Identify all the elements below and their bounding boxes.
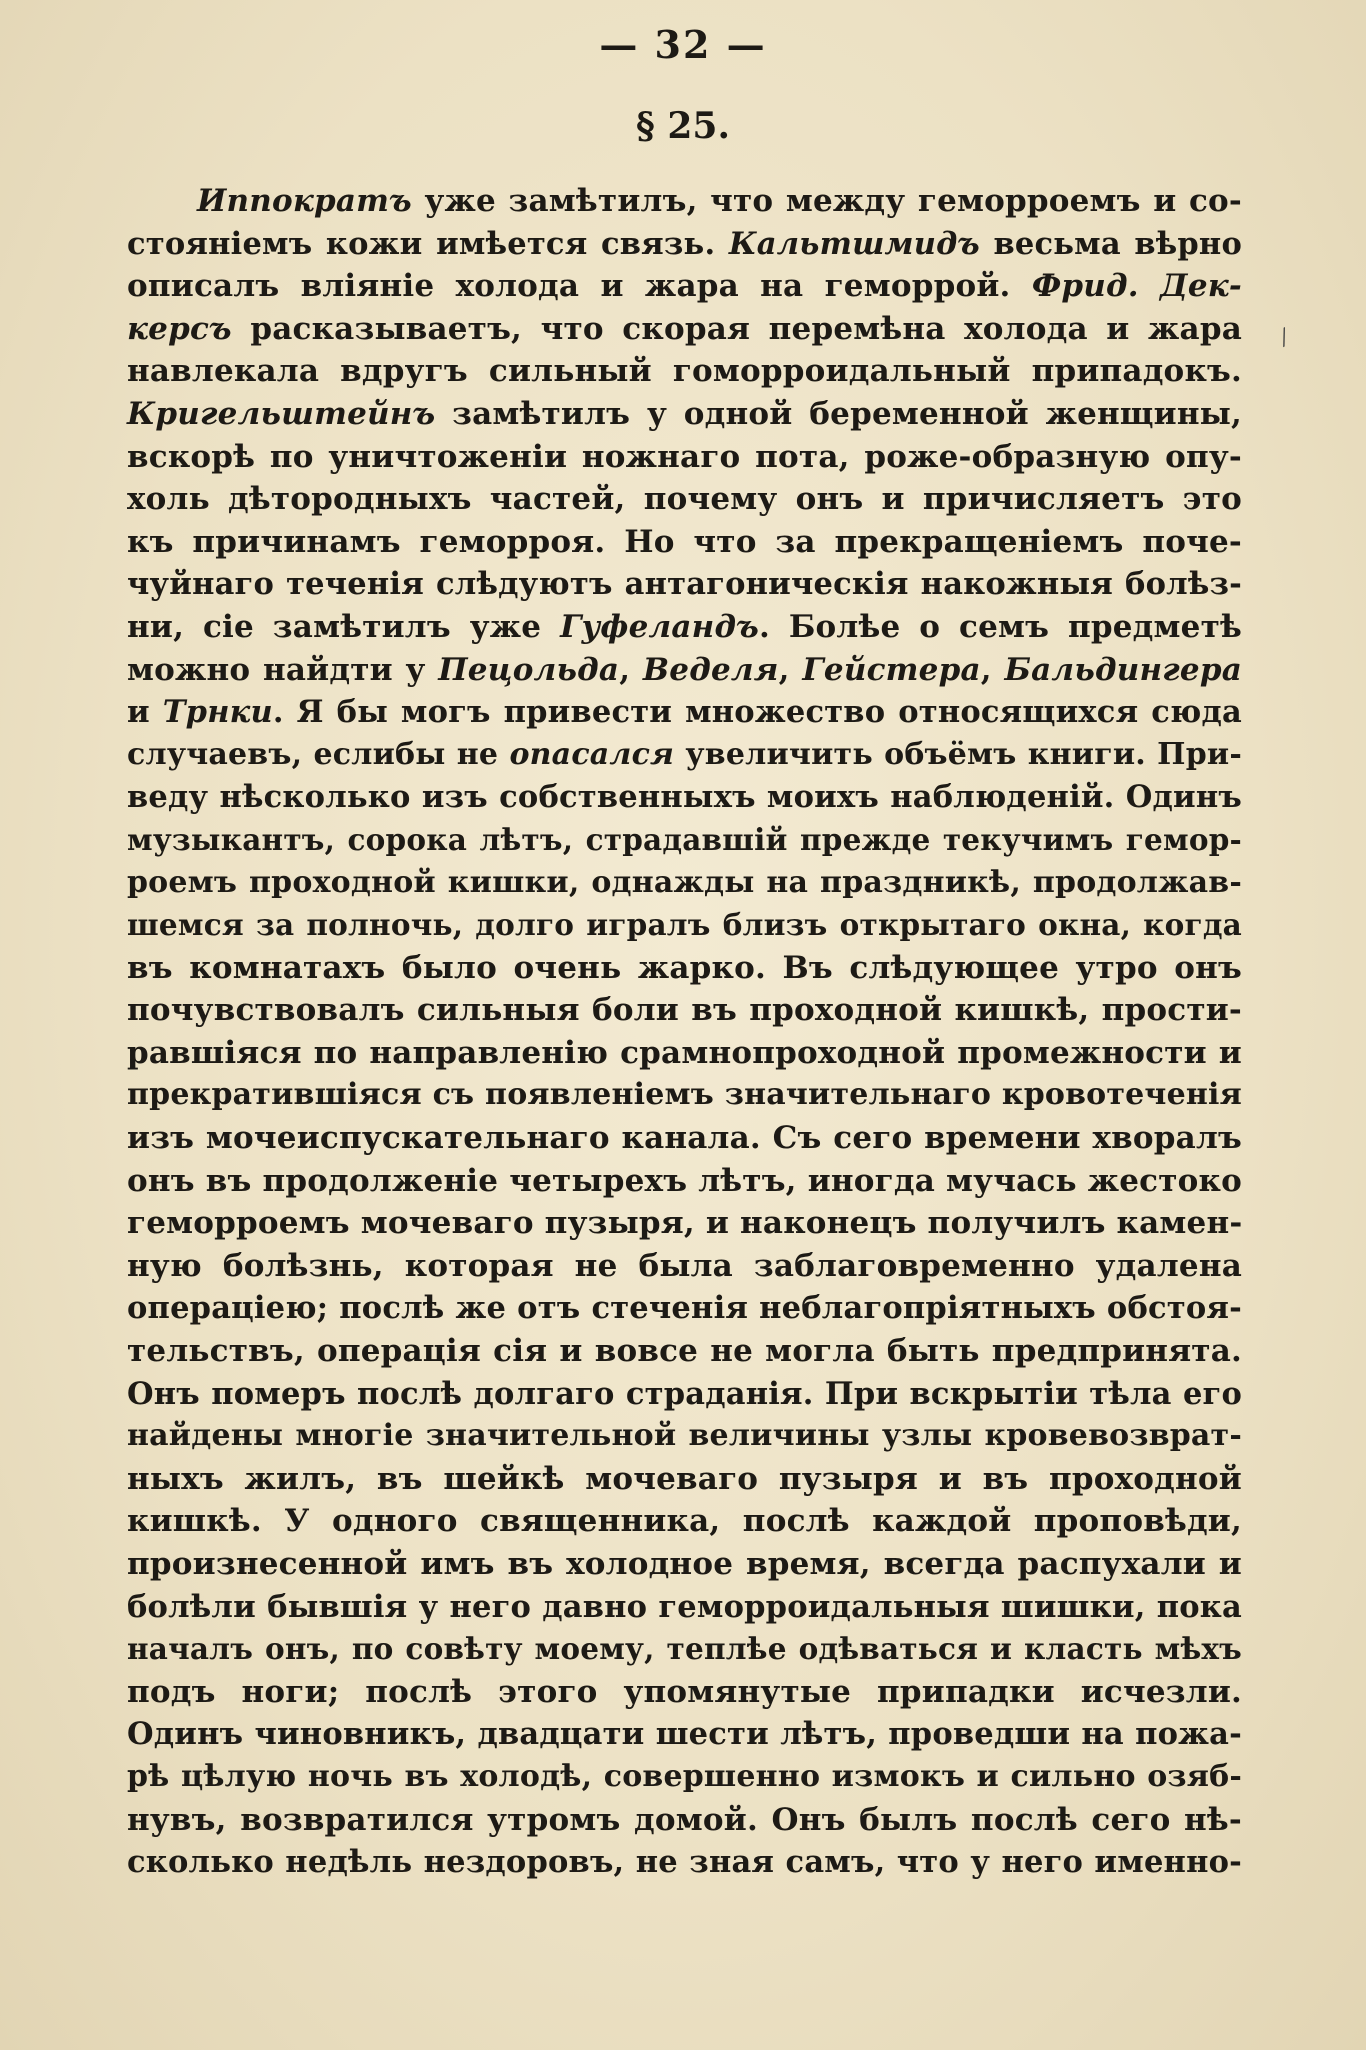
- text-line: [127, 1756, 1242, 1799]
- text-segment: ни, сіе замѣтилъ уже: [127, 608, 561, 645]
- text-segment: онъ въ продолженіе четырехъ лѣтъ, иногда мучась жестоко: [127, 1162, 1242, 1199]
- text-segment: нувъ, возвратился утромъ домой. Онъ былъ послѣ сего нѣ-: [127, 1801, 1242, 1838]
- text-line: [127, 1032, 1242, 1075]
- text-segment: шемся за полночь, долго игралъ близъ открытаго окна, когда: [127, 907, 1242, 943]
- text-line: [127, 1330, 1242, 1373]
- italic-name: Гуфеландъ: [560, 608, 759, 645]
- italic-name: Фрид. Дек-: [1031, 268, 1242, 305]
- text-line: [127, 308, 1242, 351]
- text-line: [127, 1287, 1242, 1330]
- text-line: [127, 1628, 1242, 1671]
- text-segment: тельствъ, операція сія и вовсе не могла быть предпринята.: [127, 1333, 1242, 1370]
- text-line: [127, 563, 1242, 606]
- text-line: [127, 989, 1242, 1032]
- text-line: [127, 1074, 1242, 1117]
- text-segment: роемъ проходной кишки, однажды на праздникѣ, продолжав-: [127, 864, 1242, 900]
- text-segment: ,: [778, 651, 803, 688]
- text-segment: въ комнатахъ было очень жарко. Въ слѣдующее утро онъ: [127, 949, 1242, 986]
- text-line: [127, 1160, 1242, 1203]
- text-segment: ,: [619, 651, 643, 688]
- text-segment: сколько недѣль нездоровъ, не зная самъ, что у него именно-: [127, 1844, 1242, 1881]
- italic-name: Пецольда: [438, 651, 620, 688]
- text-line: [127, 393, 1242, 436]
- text-segment: почувствовалъ сильныя боли въ проходной кишкѣ, прости-: [127, 992, 1242, 1029]
- text-segment: произнесенной имъ въ холодное время, всегда распухали и: [127, 1546, 1242, 1582]
- text-segment: музыкантъ, сорока лѣтъ, страдавшій прежде текучимъ гемор-: [127, 821, 1242, 857]
- text-segment: веду нѣсколько изъ собственныхъ моихъ наблюденій. Одинъ: [127, 779, 1242, 816]
- text-segment: случаевъ, еслибы не: [127, 736, 510, 772]
- text-segment: весьма вѣрно: [979, 225, 1242, 262]
- text-segment: прекратившіяся съ появленіемъ значительнаго кровотеченія: [127, 1077, 1242, 1113]
- text-segment: равшіяся по направленію срамнопроходной промежности и: [127, 1034, 1242, 1071]
- text-line: [127, 819, 1242, 862]
- text-segment: . Я бы могъ привести множество относящихся сюда: [272, 694, 1242, 731]
- page-number: — 32 —: [599, 22, 767, 67]
- text-segment: ,: [980, 651, 1005, 688]
- text-line: [127, 521, 1242, 564]
- text-segment: расказываетъ, что скорая перемѣна холода и жара: [231, 310, 1242, 347]
- text-segment: болѣли бывшія у него давно геморроидальныя шишки, пока: [127, 1588, 1242, 1625]
- text-line: [127, 1415, 1242, 1458]
- italic-name: Кальтшмидъ: [728, 225, 980, 262]
- text-segment: рѣ цѣлую ночь въ холодѣ, совершенно измокъ и сильно озяб-: [127, 1758, 1242, 1794]
- text-segment: можно найдти у: [127, 651, 439, 688]
- text-segment: началъ онъ, по совѣту моему, теплѣе одѣваться и класть мѣхъ: [127, 1631, 1242, 1667]
- text-segment: стояніемъ кожи имѣется связь.: [127, 225, 729, 262]
- text-segment: изъ мочеиспускательнаго канала. Съ сего времени хворалъ: [127, 1120, 1242, 1157]
- text-line: [127, 1713, 1242, 1756]
- text-line: [127, 1373, 1242, 1416]
- text-line: [127, 691, 1242, 734]
- text-segment: навлекала вдругъ сильный гоморроидальный припадокъ.: [127, 353, 1242, 390]
- italic-name: Гейстера: [802, 651, 981, 688]
- text-segment: . Болѣе о семъ предметѣ: [758, 608, 1242, 645]
- text-segment: къ причинамъ геморроя. Но что за прекращеніемъ поче-: [127, 523, 1242, 560]
- text-segment: чуйнаго теченія слѣдуютъ антагоническія накожныя болѣз-: [127, 566, 1242, 603]
- text-line: [127, 350, 1242, 393]
- text-line: [127, 904, 1242, 947]
- text-segment: ныхъ жилъ, въ шейкѣ мочеваго пузыря и въ проходной: [127, 1460, 1242, 1497]
- text-segment: подъ ноги; послѣ этого упомянутые припадки исчезли.: [127, 1673, 1242, 1710]
- italic-name: Веделя: [642, 651, 779, 688]
- text-segment: описалъ вліяніе холода и жара на геморрой.: [127, 268, 1032, 305]
- text-segment: операціею; послѣ же отъ стеченія неблагопріятныхъ обстоя-: [127, 1290, 1242, 1327]
- text-line: [127, 1799, 1242, 1842]
- italic-name: опасался: [509, 736, 675, 772]
- italic-name: Бальдингера: [1004, 651, 1242, 688]
- italic-name: Иппократъ: [197, 183, 412, 219]
- text-line: [127, 1586, 1242, 1629]
- text-line: [127, 1245, 1242, 1288]
- text-line: [127, 1117, 1242, 1160]
- text-line: [127, 180, 1242, 223]
- section-heading: § 25.: [636, 105, 730, 147]
- text-segment: уже замѣтилъ, что между геморроемъ и со-: [411, 183, 1242, 219]
- text-line: [127, 776, 1242, 819]
- text-segment: Онъ померъ послѣ долгаго страданія. При вскрытіи тѣла его: [127, 1375, 1242, 1412]
- text-line: [127, 1841, 1242, 1884]
- margin-pencil-mark: ⁄: [1276, 326, 1293, 351]
- text-line: [127, 1500, 1242, 1543]
- text-segment: Одинъ чиновникъ, двадцати шести лѣтъ, проведши на пожа-: [127, 1716, 1242, 1753]
- text-line: [127, 649, 1242, 692]
- text-line: [127, 606, 1242, 649]
- italic-name: Трнки: [162, 694, 273, 731]
- italic-name: Кригельштейнъ: [127, 395, 436, 432]
- text-segment: кишкѣ. У одного священника, послѣ каждой проповѣди,: [127, 1503, 1242, 1540]
- text-segment: увеличить объёмъ книги. При-: [674, 736, 1242, 772]
- text-line: [127, 1671, 1242, 1714]
- text-segment: и: [127, 694, 163, 731]
- text-segment: холь дѣтородныхъ частей, почему онъ и причисляетъ это: [127, 481, 1242, 518]
- text-segment: ную болѣзнь, которая не была заблаговременно удалена: [127, 1247, 1242, 1284]
- text-segment: замѣтилъ у одной беременной женщины,: [435, 395, 1242, 432]
- text-line: [127, 1202, 1242, 1245]
- text-line: [127, 478, 1242, 521]
- text-line: [127, 862, 1242, 905]
- text-segment: вскорѣ по уничтоженіи ножнаго пота, роже-образную опу-: [127, 438, 1242, 475]
- text-line: [127, 734, 1242, 777]
- body-text: [127, 180, 1242, 1884]
- text-line: [127, 223, 1242, 266]
- text-segment: найдены многіе значительной величины узлы кровевозврат-: [127, 1418, 1242, 1454]
- text-line: [127, 1543, 1242, 1586]
- text-segment: геморроемъ мочеваго пузыря, и наконецъ получилъ камен-: [127, 1205, 1243, 1242]
- text-line: [127, 265, 1242, 308]
- text-line: [127, 947, 1242, 990]
- italic-name: керсъ: [127, 310, 232, 347]
- text-line: [127, 1458, 1242, 1501]
- text-line: [127, 436, 1242, 479]
